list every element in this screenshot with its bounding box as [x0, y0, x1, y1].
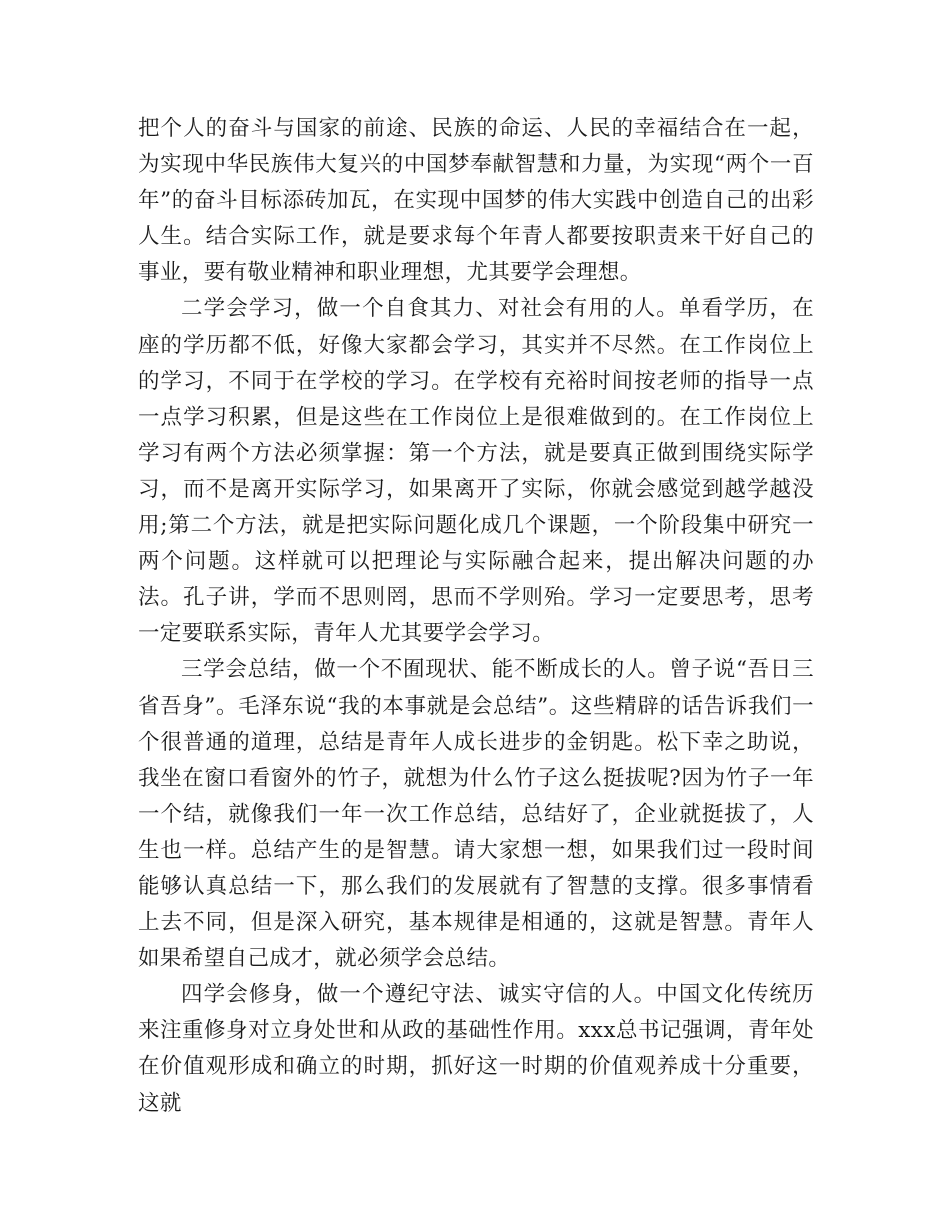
- paragraph-learn-self-cultivation: 四学会修身，做一个遵纪守法、诚实守信的人。中国文化传统历来注重修身对立身处世和从政的基础性作用。xxx总书记强调，青年处在价值观形成和确立的时期，抓好这一时期的价值观养成十分重要，这就: [138, 982, 814, 1116]
- paragraph-ideals-continued: 把个人的奋斗与国家的前途、民族的命运、人民的幸福结合在一起，为实现中华民族伟大复兴的中国梦奉献智慧和力量，为实现“两个一百年”的奋斗目标添砖加瓦，在实现中国梦的伟大实践中创造自己的出彩人生。结合实际工作，就是要求每个年青人都要按职责来干好自己的事业，要有敬业精神和职业理想，尤其要学会理想。: [138, 116, 814, 286]
- paragraph-learn-to-summarize: 三学会总结，做一个不囿现状、能不断成长的人。曾子说“吾日三省吾身”。毛泽东说“我的本事就是会总结”。这些精辟的话告诉我们一个很普通的道理，总结是青年人成长进步的金钥匙。松下幸之助说，我坐在窗口看窗外的竹子，就想为什么竹子这么挺拔呢?因为竹子一年一个结，就像我们一年一次工作总结，总结好了，企业就挺拔了，人生也一样。总结产生的是智慧。请大家想一想，如果我们过一段时间能够认真总结一下，那么我们的发展就有了智慧的支撑。很多事情看上去不同，但是深入研究，基本规律是相通的，这就是智慧。青年人如果希望自己成才，就必须学会总结。: [138, 657, 814, 972]
- paragraph-learn-to-study: 二学会学习，做一个自食其力、对社会有用的人。单看学历，在座的学历都不低，好像大家都会学习，其实并不尽然。在工作岗位上的学习，不同于在学校的学习。在学校有充裕时间按老师的指导一点一点学习积累，但是这些在工作岗位上是很难做到的。在工作岗位上学习有两个方法必须掌握：第一个方法，就是要真正做到围绕实际学习，而不是离开实际学习，如果离开了实际，你就会感觉到越学越没用;第二个方法，就是把实际问题化成几个课题，一个阶段集中研究一两个问题。这样就可以把理论与实际融合起来，提出解决问题的办法。孔子讲，学而不思则罔，思而不学则殆。学习一定要思考，思考一定要联系实际，青年人尤其要学会学习。: [138, 296, 814, 647]
- document-body: [138, 111, 814, 1122]
